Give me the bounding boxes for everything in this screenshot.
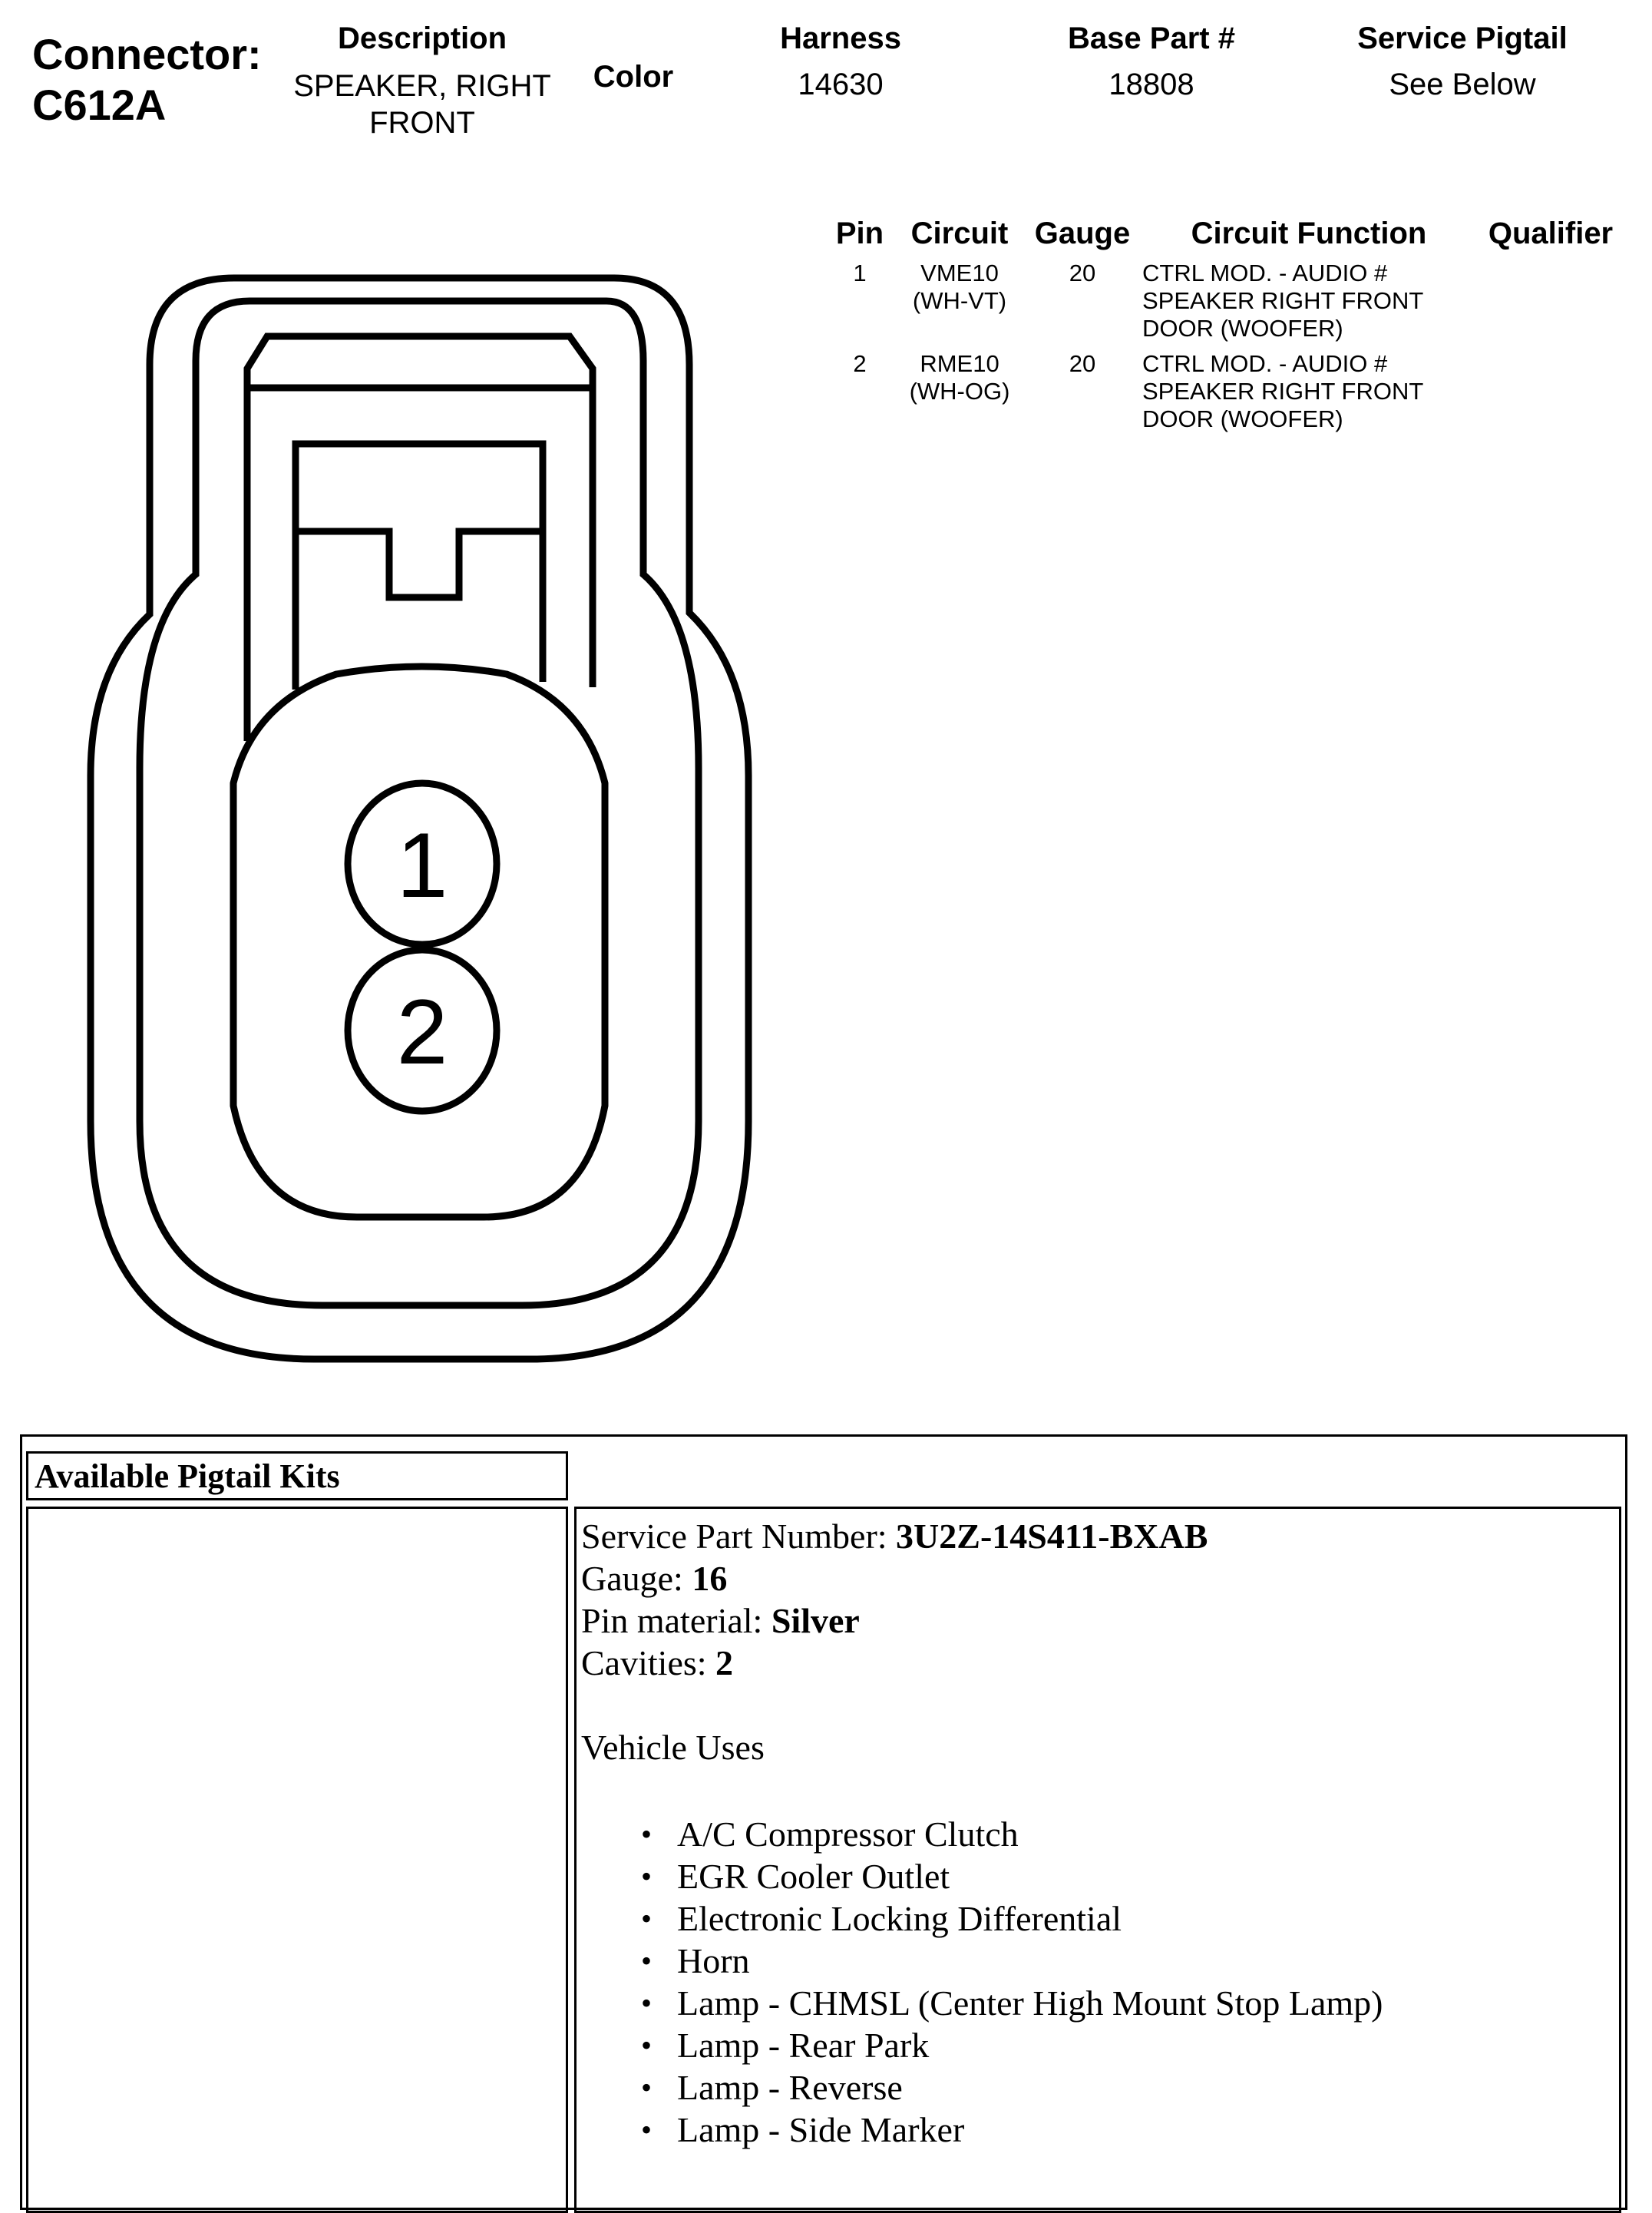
service-pigtail-label: Service Pigtail xyxy=(1357,22,1568,55)
pigtail-kits-title: Available Pigtail Kits xyxy=(26,1451,568,1500)
pin-material xyxy=(581,1599,1619,1642)
vehicle-use-item: • Lamp - Side Marker xyxy=(581,2109,1619,2151)
vehicle-use-item: • EGR Cooler Outlet xyxy=(581,1855,1619,1897)
vehicle-use-item: • Lamp - Reverse xyxy=(581,2066,1619,2109)
row-1-circuit xyxy=(898,260,1021,315)
connector-id: C612A xyxy=(32,81,167,129)
vehicle-use-item: • Horn xyxy=(581,1940,1619,1982)
cavities xyxy=(581,1642,1619,1684)
color-label: Color xyxy=(593,60,674,94)
connector-label: Connector: xyxy=(32,30,262,78)
cavities-label: Cavities: xyxy=(581,1643,716,1682)
qualifier-header: Qualifier xyxy=(1488,217,1614,250)
base-part-value: 18808 xyxy=(1108,68,1194,101)
row-2-gauge: 20 xyxy=(1069,350,1096,377)
service-part-number xyxy=(581,1515,1619,1557)
description-value: SPEAKER, RIGHT FRONT xyxy=(293,69,551,140)
circuit-header: Circuit xyxy=(910,217,1009,250)
vehicle-uses-label: Vehicle Uses xyxy=(581,1728,765,1767)
row-1-circuit-code: VME10 xyxy=(920,260,999,286)
latch-inner xyxy=(296,444,543,690)
row-1-function xyxy=(1142,260,1472,342)
row-2-function-line: SPEAKER RIGHT FRONT xyxy=(1142,378,1424,405)
service-part-number-label: Service Part Number: xyxy=(581,1517,897,1556)
pigtail-kit-details xyxy=(574,1507,1621,2213)
cavity-1-label: 1 xyxy=(396,814,448,917)
row-1-circuit-color: (WH-VT) xyxy=(912,287,1007,314)
pin-material-value: Silver xyxy=(771,1601,860,1640)
pigtail-image-cell xyxy=(26,1507,568,2213)
circuit-function-header: Circuit Function xyxy=(1191,217,1427,250)
row-2-circuit-code: RME10 xyxy=(920,350,999,377)
cavities-value: 2 xyxy=(715,1643,734,1682)
service-part-number-value: 3U2Z-14S411-BXAB xyxy=(896,1517,1208,1556)
kit-gauge-label: Gauge: xyxy=(581,1559,692,1598)
kit-gauge-value: 16 xyxy=(692,1559,728,1598)
connector-inner-shell xyxy=(140,301,699,1305)
row-1-gauge: 20 xyxy=(1069,260,1096,286)
vehicle-use-item: • Lamp - Rear Park xyxy=(581,2024,1619,2066)
row-2-function xyxy=(1142,350,1472,433)
harness-label: Harness xyxy=(780,22,901,55)
vehicle-use-item: • Electronic Locking Differential xyxy=(581,1897,1619,1940)
row-1-function-line: CTRL MOD. - AUDIO # xyxy=(1142,260,1388,286)
vehicle-use-item: • Lamp - CHMSL (Center High Mount Stop Lamp) xyxy=(581,1982,1619,2024)
pin-material-label: Pin material: xyxy=(581,1601,771,1640)
pin-header: Pin xyxy=(835,217,884,250)
row-2-circuit xyxy=(898,350,1021,405)
row-2-function-line: DOOR (WOOFER) xyxy=(1142,405,1343,432)
service-pigtail-value: See Below xyxy=(1389,68,1536,101)
row-1-pin: 1 xyxy=(853,260,867,286)
vehicle-uses-list xyxy=(581,1813,1619,2151)
connector-face-diagram xyxy=(0,0,844,1382)
base-part-label: Base Part # xyxy=(1068,22,1235,55)
row-2-circuit-color: (WH-OG) xyxy=(909,378,1010,405)
description-label: Description xyxy=(337,22,507,55)
kit-info xyxy=(581,1515,1619,1768)
row-1-function-line: DOOR (WOOFER) xyxy=(1142,315,1343,342)
vehicle-use-item: • A/C Compressor Clutch xyxy=(581,1813,1619,1855)
row-1-function-line: SPEAKER RIGHT FRONT xyxy=(1142,287,1424,314)
harness-value: 14630 xyxy=(798,68,884,101)
row-2-pin: 2 xyxy=(853,350,867,377)
kit-gauge xyxy=(581,1557,1619,1599)
row-2-function-line: CTRL MOD. - AUDIO # xyxy=(1142,350,1388,377)
latch-notch xyxy=(296,531,543,597)
gauge-header: Gauge xyxy=(1034,217,1131,250)
cavity-2-label: 2 xyxy=(396,981,448,1083)
